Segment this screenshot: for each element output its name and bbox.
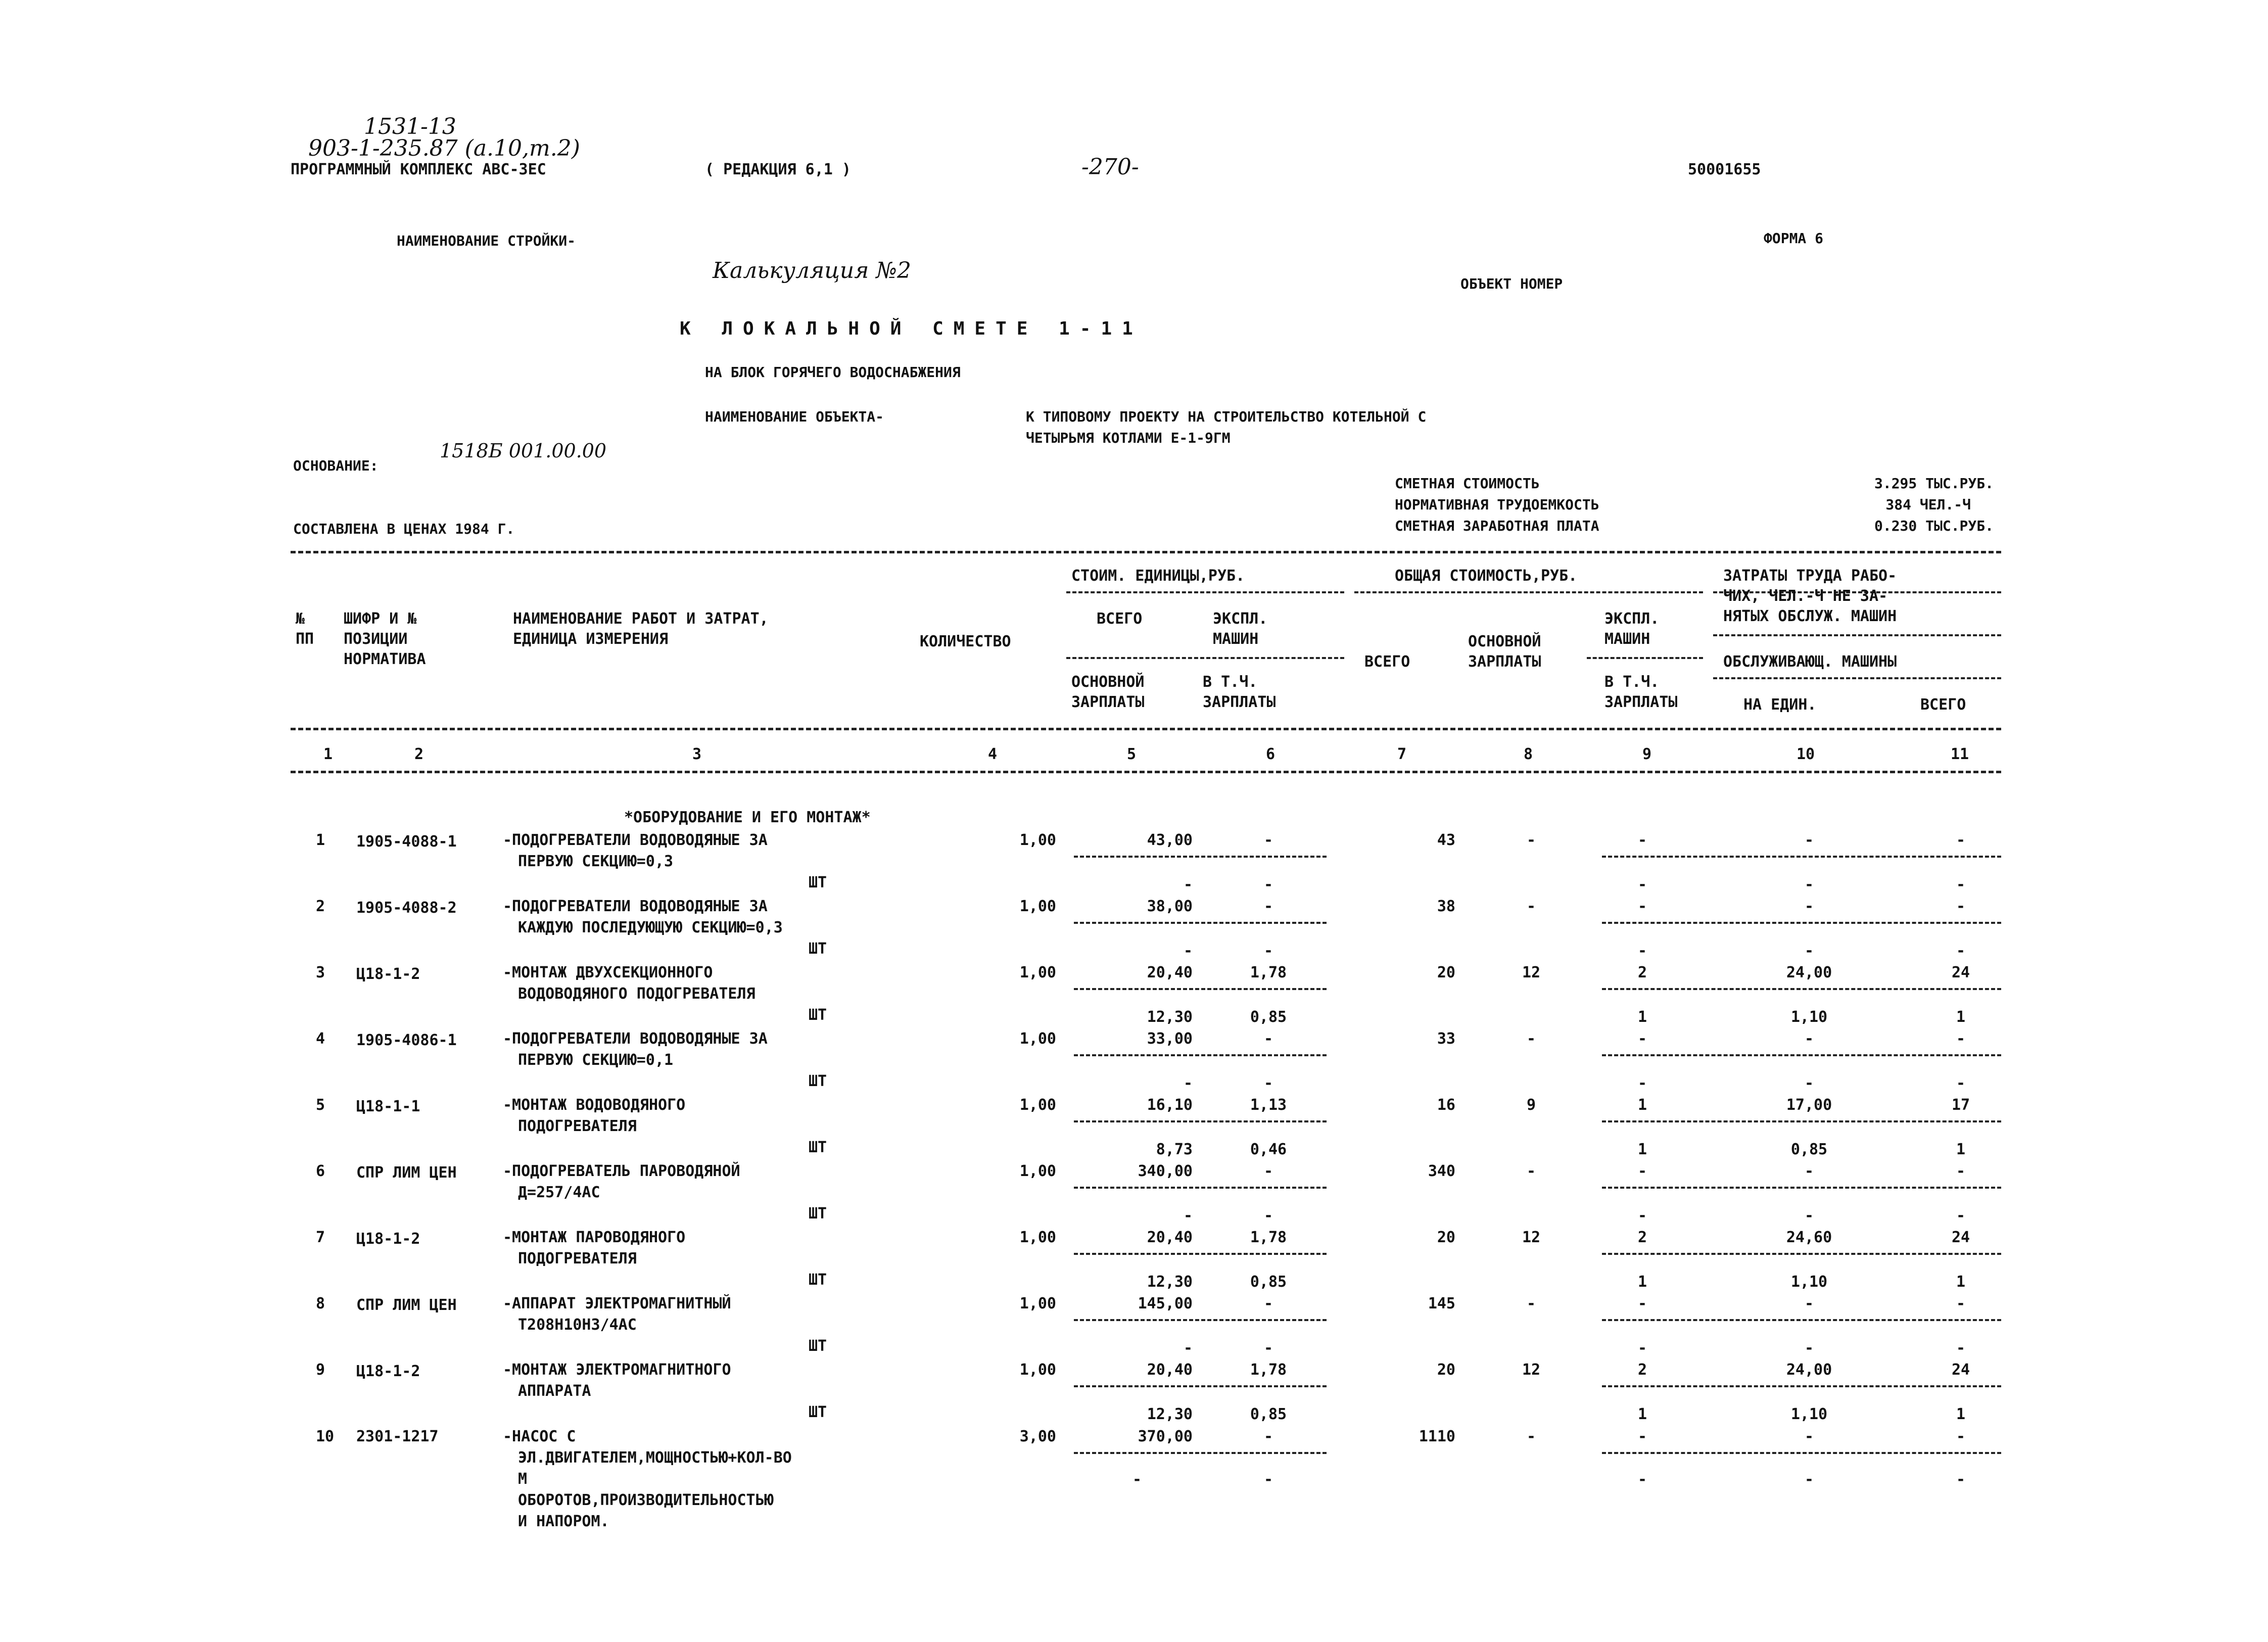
- row-cell-num: 6: [316, 1162, 325, 1180]
- table-row: [0, 1361, 2268, 1424]
- row-cell-c7: 20: [1437, 1229, 1455, 1246]
- row-cell-qty: 1,00: [1019, 964, 1056, 981]
- row-cell-c6: 1,78: [1250, 1361, 1287, 1379]
- row-cell-c10: -: [1804, 1162, 1814, 1180]
- row-cell-c8: -: [1526, 898, 1536, 915]
- row-cell-c6b: -: [1263, 1207, 1273, 1225]
- row-cell-c6: 1,78: [1250, 1229, 1287, 1246]
- row-cell-c11: -: [1956, 1162, 1966, 1180]
- col-labor-total-header: ВСЕГО: [1920, 696, 1966, 714]
- summary-value-3: 0.230 ТЫС.РУБ.: [1874, 518, 1994, 534]
- col-number-11: 11: [1951, 745, 1969, 763]
- col-labor-service-header: ОБСЛУЖИВАЮЩ. МАШИНЫ: [1723, 653, 1897, 671]
- row10-labor-unit-b: -: [1804, 1471, 1814, 1488]
- row-cell-c9b: 1: [1637, 1405, 1647, 1423]
- row-cell-c8: -: [1526, 1030, 1536, 1048]
- row-cell-c6b: -: [1263, 1339, 1273, 1357]
- unit-mid-rule: [1066, 657, 1344, 659]
- row-cell-c10b: -: [1804, 942, 1814, 960]
- row-sub-rule: [1074, 988, 1327, 990]
- row-cell-num: 4: [316, 1030, 325, 1048]
- row-cell-c11: 17: [1951, 1096, 1970, 1114]
- row-cell-num: 7: [316, 1229, 325, 1246]
- row10-total-expl-b: -: [1637, 1471, 1647, 1488]
- row-cell-c11: -: [1956, 898, 1966, 915]
- row-cell-c11b: 1: [1956, 1008, 1966, 1026]
- row-cell-c10b: 1,10: [1790, 1405, 1828, 1423]
- row-cell-c10: 24,00: [1786, 964, 1832, 981]
- labor-mid-rule: [1713, 634, 2001, 636]
- row-cell-c5: 20,40: [1147, 1361, 1193, 1379]
- table-row: [0, 831, 2268, 895]
- row-cell-c11b: 1: [1956, 1141, 1966, 1158]
- row-cell-qty: 1,00: [1019, 1162, 1056, 1180]
- row-cell-code: 1905-4086-1: [356, 1031, 457, 1049]
- row-cell-c5: 38,00: [1147, 898, 1193, 915]
- row10-unit-expl-b: -: [1263, 1471, 1273, 1488]
- row10-total-expl: -: [1637, 1428, 1647, 1445]
- col-total-expl-header: ЭКСПЛ. МАШИН: [1604, 610, 1660, 648]
- row-cell-c10b: 1,10: [1790, 1273, 1828, 1291]
- summary-label-1: СМЕТНАЯ СТОИМОСТЬ: [1395, 475, 1540, 492]
- row-sub-rule: [1074, 1054, 1327, 1056]
- row-sub-rule: [1074, 1120, 1327, 1122]
- row-cell-c10: 24,00: [1786, 1361, 1832, 1379]
- col-number-3: 3: [692, 745, 702, 763]
- row10-labor-unit: -: [1804, 1428, 1814, 1445]
- row-cell-code: Ц18-1-2: [356, 1230, 420, 1248]
- row-sub-rule: [1074, 1319, 1327, 1321]
- row-cell-c10b: -: [1804, 1207, 1814, 1225]
- row-cell-c9: -: [1637, 898, 1647, 915]
- row-cell-c9b: -: [1637, 1207, 1647, 1225]
- table-row: [0, 1096, 2268, 1159]
- row-cell-c9: 1: [1637, 1096, 1647, 1114]
- row-cell-c6b: 0,85: [1250, 1273, 1287, 1291]
- row-cell-c5b: -: [1183, 1339, 1193, 1357]
- row10-right-rule: [1602, 1452, 2001, 1454]
- row-cell-c6: -: [1263, 1295, 1273, 1312]
- row-cell-c6b: 0,46: [1250, 1141, 1287, 1158]
- row10-unit-rule: [1074, 1452, 1327, 1454]
- row-name-line: -МОНТАЖ ПАРОВОДЯНОГО: [503, 1229, 686, 1246]
- row-cell-c7: 145: [1428, 1295, 1455, 1312]
- row-cell-c5: 16,10: [1147, 1096, 1193, 1114]
- row-cell-c5b: -: [1183, 942, 1193, 960]
- row-sub-rule: [1602, 988, 2001, 990]
- row-sub-rule: [1602, 922, 2001, 924]
- row-cell-c7: 38: [1437, 898, 1455, 915]
- row10-name-1: -НАСОС С: [503, 1428, 576, 1445]
- row-name-line: ПОДОГРЕВАТЕЛЯ: [518, 1250, 637, 1268]
- prices-basis: СОСТАВЛЕНА В ЦЕНАХ 1984 Г.: [293, 521, 515, 537]
- row-cell-c11b: -: [1956, 876, 1966, 894]
- row-cell-qty: 1,00: [1019, 1229, 1056, 1246]
- row-cell-num: 2: [316, 898, 325, 915]
- row10-name-3: М: [518, 1470, 528, 1488]
- row-cell-c11: 24: [1951, 1361, 1970, 1379]
- row-cell-c11: 24: [1951, 964, 1970, 981]
- col-labor-header: ЗАТРАТЫ ТРУДА РАБО- ЧИХ, ЧЕЛ.-Ч НЕ ЗА- НЯТЫХ ОБСЛУЖ. МАШИН: [1723, 567, 1897, 625]
- page-number: -270-: [1081, 154, 1139, 180]
- basis-value: 1518Б 001.00.00: [440, 440, 607, 462]
- row-cell-c5b: -: [1183, 876, 1193, 894]
- row-cell-c5: 33,00: [1147, 1030, 1193, 1048]
- row-cell-c6b: -: [1263, 1074, 1273, 1092]
- row-cell-c11: -: [1956, 831, 1966, 849]
- row-cell-num: 1: [316, 831, 325, 849]
- row-sub-rule: [1602, 1319, 2001, 1321]
- row-cell-c11: -: [1956, 1030, 1966, 1048]
- row-name-line: -МОНТАЖ ДВУХСЕКЦИОННОГО: [503, 964, 713, 981]
- row-cell-c11b: 1: [1956, 1273, 1966, 1291]
- row-cell-c10b: 0,85: [1790, 1141, 1828, 1158]
- table-row: [0, 1229, 2268, 1292]
- col-total-basic-wage-header: ОСНОВНОЙ ЗАРПЛАТЫ: [1468, 633, 1541, 671]
- row-name-line: -МОНТАЖ ЭЛЕКТРОМАГНИТНОГО: [503, 1361, 731, 1379]
- row-cell-c5: 340,00: [1138, 1162, 1193, 1180]
- row-cell-c9b: -: [1637, 1074, 1647, 1092]
- row-cell-code: 1905-4088-1: [356, 833, 457, 851]
- row10-unit-total-b: -: [1132, 1471, 1142, 1488]
- row-unit: ШТ: [809, 1337, 827, 1355]
- row10-qty: 3,00: [1019, 1428, 1056, 1445]
- row-cell-c5: 43,00: [1147, 831, 1193, 849]
- row-name-line: -ПОДОГРЕВАТЕЛИ ВОДОВОДЯНЫЕ ЗА: [503, 831, 768, 849]
- row-cell-code: СПР ЛИМ ЦЕН: [356, 1296, 457, 1314]
- table-rule-numbers-bottom: [291, 771, 2001, 773]
- row-cell-c5: 20,40: [1147, 964, 1193, 981]
- table-row: [0, 1030, 2268, 1093]
- col-total-cost-header: ОБЩАЯ СТОИМОСТЬ,РУБ.: [1395, 567, 1578, 585]
- row10-total-wage: -: [1526, 1428, 1536, 1445]
- col-number-9: 9: [1642, 745, 1652, 763]
- construction-label: НАИМЕНОВАНИЕ СТРОЙКИ-: [397, 232, 576, 249]
- row-cell-c11: -: [1956, 1295, 1966, 1312]
- total-cost-rule: [1354, 591, 1703, 593]
- row-name-line: ПОДОГРЕВАТЕЛЯ: [518, 1117, 637, 1135]
- row-cell-code: Ц18-1-2: [356, 1363, 420, 1380]
- object-number-label: ОБЪЕКТ НОМЕР: [1460, 275, 1563, 292]
- row10-labor-total: -: [1956, 1428, 1966, 1445]
- row-name-line: ВОДОВОДЯНОГО ПОДОГРЕВАТЕЛЯ: [518, 985, 755, 1003]
- document-code: 50001655: [1688, 161, 1761, 178]
- row-cell-c10b: -: [1804, 1339, 1814, 1357]
- row-cell-qty: 1,00: [1019, 1295, 1056, 1312]
- row-sub-rule: [1074, 856, 1327, 858]
- form-label: ФОРМА 6: [1764, 230, 1824, 247]
- row-cell-c10: -: [1804, 898, 1814, 915]
- row-cell-c10: 17,00: [1786, 1096, 1832, 1114]
- row-name-line: ПЕРВУЮ СЕКЦИЮ=0,3: [518, 853, 674, 870]
- row10-unit-expl: -: [1263, 1428, 1273, 1445]
- row-cell-c9b: -: [1637, 1339, 1647, 1357]
- row-cell-c9b: -: [1637, 942, 1647, 960]
- col-num-header: № ПП: [296, 610, 314, 648]
- basis-label: ОСНОВАНИЕ:: [293, 457, 379, 474]
- row-cell-c8: 12: [1522, 1361, 1541, 1379]
- row-cell-c6b: -: [1263, 942, 1273, 960]
- row-name-line: -ПОДОГРЕВАТЕЛИ ВОДОВОДЯНЫЕ ЗА: [503, 898, 768, 915]
- col-unit-incl-wage-header: В Т.Ч. ЗАРПЛАТЫ: [1203, 673, 1276, 711]
- row-name-line: -ПОДОГРЕВАТЕЛЬ ПАРОВОДЯНОЙ: [503, 1162, 740, 1180]
- summary-label-2: НОРМАТИВНАЯ ТРУДОЕМКОСТЬ: [1395, 496, 1599, 513]
- row-sub-rule: [1074, 1385, 1327, 1387]
- row-sub-rule: [1602, 1120, 2001, 1122]
- row-unit: ШТ: [809, 1006, 827, 1024]
- row-cell-c9b: 1: [1637, 1008, 1647, 1026]
- object-name-line1: К ТИПОВОМУ ПРОЕКТУ НА СТРОИТЕЛЬСТВО КОТЕЛЬНОЙ С: [1026, 408, 1427, 425]
- row-cell-c11b: -: [1956, 1074, 1966, 1092]
- row-unit: ШТ: [809, 1205, 827, 1223]
- row-sub-rule: [1602, 1253, 2001, 1255]
- row-cell-c9: -: [1637, 1030, 1647, 1048]
- row-unit: ШТ: [809, 874, 827, 892]
- row10-code: 2301-1217: [356, 1428, 439, 1445]
- summary-label-3: СМЕТНАЯ ЗАРАБОТНАЯ ПЛАТА: [1395, 518, 1599, 534]
- row10-num: 10: [316, 1428, 335, 1445]
- row-cell-qty: 1,00: [1019, 898, 1056, 915]
- handwritten-ref-second: 903-1-235.87 (а.10,т.2): [308, 135, 580, 161]
- col-number-8: 8: [1524, 745, 1533, 763]
- row-cell-c5: 145,00: [1138, 1295, 1193, 1312]
- unit-cost-rule: [1066, 591, 1344, 593]
- row-cell-c5b: -: [1183, 1074, 1193, 1092]
- summary-value-1: 3.295 ТЫС.РУБ.: [1874, 475, 1994, 492]
- row-cell-num: 3: [316, 964, 325, 981]
- table-row: [0, 964, 2268, 1027]
- col-number-10: 10: [1797, 745, 1815, 763]
- col-name-header: НАИМЕНОВАНИЕ РАБОТ И ЗАТРАТ, ЕДИНИЦА ИЗМЕРЕНИЯ: [513, 610, 769, 648]
- row-cell-c11: 24: [1951, 1229, 1970, 1246]
- row-sub-rule: [1602, 856, 2001, 858]
- local-estimate-word: К ЛОКАЛЬНОЙ СМЕТЕ 1-11: [680, 318, 1143, 339]
- row-unit: ШТ: [809, 1139, 827, 1156]
- row-sub-rule: [1074, 1187, 1327, 1189]
- row-cell-num: 5: [316, 1096, 325, 1114]
- object-name-line2: ЧЕТЫРЬМЯ КОТЛАМИ Е-1-9ГМ: [1026, 430, 1231, 446]
- col-number-4: 4: [988, 745, 998, 763]
- row-cell-num: 8: [316, 1295, 325, 1312]
- col-unit-expl-header: ЭКСПЛ. МАШИН: [1213, 610, 1268, 648]
- row-name-line: КАЖДУЮ ПОСЛЕДУЮЩУЮ СЕКЦИЮ=0,3: [518, 919, 783, 936]
- row-cell-c6: -: [1263, 1030, 1273, 1048]
- row-cell-c7: 33: [1437, 1030, 1455, 1048]
- handwritten-ref-top: 1531-13: [364, 114, 456, 139]
- row-cell-qty: 1,00: [1019, 1361, 1056, 1379]
- block-name: НА БЛОК ГОРЯЧЕГО ВОДОСНАБЖЕНИЯ: [705, 364, 961, 381]
- row-name-line: Т208Н10НЗ/4АС: [518, 1316, 637, 1334]
- row-cell-c8: -: [1526, 1162, 1536, 1180]
- row-cell-c7: 16: [1437, 1096, 1455, 1114]
- row-cell-c6b: 0,85: [1250, 1405, 1287, 1423]
- row-cell-code: Ц18-1-2: [356, 965, 420, 983]
- row10-total: 1110: [1419, 1428, 1455, 1445]
- row-cell-c6: 1,78: [1250, 964, 1287, 981]
- row-name-line: ПЕРВУЮ СЕКЦИЮ=0,1: [518, 1051, 674, 1069]
- row-cell-c8: 12: [1522, 1229, 1541, 1246]
- col-number-5: 5: [1127, 745, 1137, 763]
- row-cell-code: СПР ЛИМ ЦЕН: [356, 1164, 457, 1182]
- row-cell-c7: 20: [1437, 1361, 1455, 1379]
- row-cell-c6b: 0,85: [1250, 1008, 1287, 1026]
- row-cell-c11b: 1: [1956, 1405, 1966, 1423]
- row-cell-c6b: -: [1263, 876, 1273, 894]
- col-total-incl-wage-header: В Т.Ч. ЗАРПЛАТЫ: [1604, 673, 1678, 711]
- row-cell-c9: 2: [1637, 964, 1647, 981]
- row-cell-c10: -: [1804, 831, 1814, 849]
- col-code-header: ШИФР И № ПОЗИЦИИ НОРМАТИВА: [344, 610, 426, 668]
- row-cell-c10: -: [1804, 1030, 1814, 1048]
- row-cell-c11b: -: [1956, 1207, 1966, 1225]
- row-name-line: -МОНТАЖ ВОДОВОДЯНОГО: [503, 1096, 686, 1114]
- table-row-10: [0, 1428, 2268, 1559]
- row-sub-rule: [1602, 1054, 2001, 1056]
- row-cell-c8: -: [1526, 831, 1536, 849]
- row-sub-rule: [1602, 1385, 2001, 1387]
- local-estimate-title: [680, 318, 1143, 339]
- row10-unit-total: 370,00: [1138, 1428, 1193, 1445]
- col-total-all-header: ВСЕГО: [1364, 653, 1410, 671]
- row-cell-c10: 24,60: [1786, 1229, 1832, 1246]
- row-cell-c11b: -: [1956, 942, 1966, 960]
- table-rule-header-bottom: [291, 728, 2001, 730]
- col-number-7: 7: [1397, 745, 1407, 763]
- table-row: [0, 1162, 2268, 1226]
- row-cell-c5: 20,40: [1147, 1229, 1193, 1246]
- row-cell-c6: -: [1263, 831, 1273, 849]
- row-cell-qty: 1,00: [1019, 1030, 1056, 1048]
- row-unit: ШТ: [809, 940, 827, 958]
- col-qty-header: КОЛИЧЕСТВО: [920, 633, 1011, 650]
- row-cell-c5b: 8,73: [1156, 1141, 1193, 1158]
- row-cell-c9: -: [1637, 1295, 1647, 1312]
- row-cell-c9: 2: [1637, 1229, 1647, 1246]
- row10-labor-total-b: -: [1956, 1471, 1966, 1488]
- row-cell-c9b: -: [1637, 876, 1647, 894]
- row-cell-c5b: 12,30: [1147, 1273, 1193, 1291]
- table-row: [0, 1295, 2268, 1358]
- row-cell-c9b: 1: [1637, 1141, 1647, 1158]
- col-unit-cost-header: СТОИМ. ЕДИНИЦЫ,РУБ.: [1071, 567, 1245, 585]
- row-cell-c10b: -: [1804, 876, 1814, 894]
- program-edition: ( РЕДАКЦИЯ 6,1 ): [705, 161, 851, 178]
- col-number-2: 2: [414, 745, 424, 763]
- row-name-line: Д=257/4АС: [518, 1184, 600, 1201]
- row-name-line: -ПОДОГРЕВАТЕЛИ ВОДОВОДЯНЫЕ ЗА: [503, 1030, 768, 1048]
- row-cell-c10b: 1,10: [1790, 1008, 1828, 1026]
- row-cell-c9: -: [1637, 831, 1647, 849]
- row-cell-code: 1905-4088-2: [356, 899, 457, 917]
- row-cell-c7: 20: [1437, 964, 1455, 981]
- row-sub-rule: [1602, 1187, 2001, 1189]
- row-unit: ШТ: [809, 1403, 827, 1421]
- row-cell-c5b: -: [1183, 1207, 1193, 1225]
- row-cell-c6: -: [1263, 1162, 1273, 1180]
- row-cell-c10: -: [1804, 1295, 1814, 1312]
- row-cell-c9: -: [1637, 1162, 1647, 1180]
- section-title: *ОБОРУДОВАНИЕ И ЕГО МОНТАЖ*: [624, 809, 871, 826]
- row-cell-c9b: 1: [1637, 1273, 1647, 1291]
- row-unit: ШТ: [809, 1271, 827, 1289]
- row-name-line: АППАРАТА: [518, 1382, 591, 1400]
- row10-name-4: ОБОРОТОВ,ПРОИЗВОДИТЕЛЬНОСТЬЮ: [518, 1491, 774, 1509]
- col-number-6: 6: [1266, 745, 1275, 763]
- col-number-1: 1: [323, 745, 333, 763]
- row-cell-c6: -: [1263, 898, 1273, 915]
- row-cell-code: Ц18-1-1: [356, 1098, 420, 1115]
- col-unit-total-header: ВСЕГО: [1097, 610, 1143, 628]
- row-cell-c6: 1,13: [1250, 1096, 1287, 1114]
- total-mid-rule: [1587, 657, 1703, 659]
- table-rule-top: [291, 551, 2001, 553]
- object-label: НАИМЕНОВАНИЕ ОБЪЕКТА-: [705, 408, 884, 425]
- row-cell-c9: 2: [1637, 1361, 1647, 1379]
- row-cell-c11b: -: [1956, 1339, 1966, 1357]
- row-name-line: -АППАРАТ ЭЛЕКТРОМАГНИТНЫЙ: [503, 1295, 731, 1312]
- row-unit: ШТ: [809, 1072, 827, 1090]
- row-cell-c10b: -: [1804, 1074, 1814, 1092]
- summary-value-2: 384 ЧЕЛ.-Ч: [1885, 496, 1971, 513]
- row10-name-2: ЭЛ.ДВИГАТЕЛЕМ,МОЩНОСТЬЮ+КОЛ-ВО: [518, 1449, 792, 1467]
- row-cell-c8: 12: [1522, 964, 1541, 981]
- row-cell-c5b: 12,30: [1147, 1405, 1193, 1423]
- program-name: ПРОГРАММНЫЙ КОМПЛЕКС АВС-3ЕС: [291, 161, 546, 178]
- row-cell-c8: 9: [1526, 1096, 1536, 1114]
- row-sub-rule: [1074, 922, 1327, 924]
- row-cell-c5b: 12,30: [1147, 1008, 1193, 1026]
- labor-mid-rule-2: [1713, 677, 2001, 679]
- row-cell-qty: 1,00: [1019, 831, 1056, 849]
- row-cell-qty: 1,00: [1019, 1096, 1056, 1114]
- kalkulyaciya-title: Калькуляция №2: [713, 258, 911, 284]
- col-labor-per-unit-header: НА ЕДИН.: [1743, 696, 1817, 714]
- col-unit-basic-wage-header: ОСНОВНОЙ ЗАРПЛАТЫ: [1071, 673, 1145, 711]
- row-cell-num: 9: [316, 1361, 325, 1379]
- row-sub-rule: [1074, 1253, 1327, 1255]
- table-row: [0, 898, 2268, 961]
- row10-name-5: И НАПОРОМ.: [518, 1513, 609, 1530]
- row-cell-c7: 43: [1437, 831, 1455, 849]
- row-cell-c7: 340: [1428, 1162, 1455, 1180]
- row-cell-c8: -: [1526, 1295, 1536, 1312]
